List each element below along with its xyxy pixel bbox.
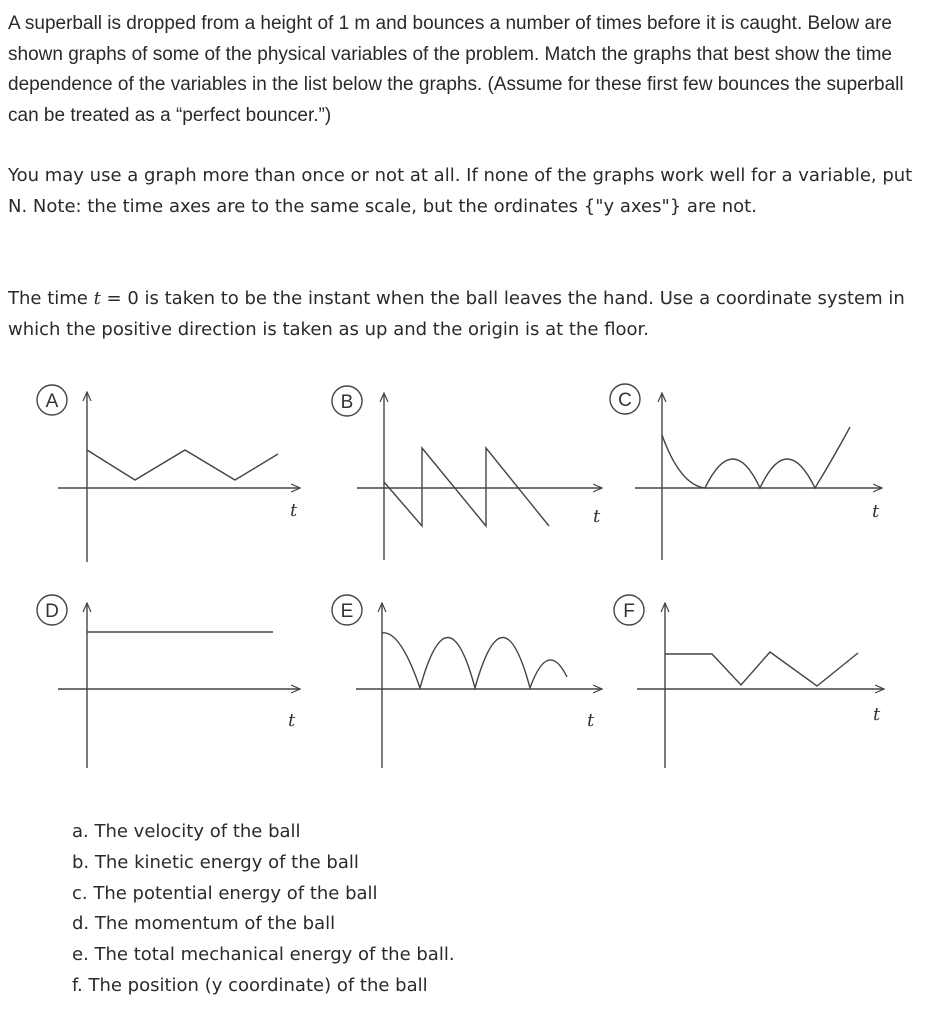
graph-b-label: B: [340, 392, 354, 413]
list-item: f. The position (y coordinate) of the ball: [72, 974, 428, 996]
graph-e-label: E: [340, 601, 354, 622]
list-item: c. The potential energy of the ball: [72, 882, 378, 904]
list-item: d. The momentum of the ball: [72, 913, 336, 935]
graph-e-t-label: t: [587, 710, 595, 731]
graph-c: [610, 384, 882, 560]
graph-c-curve: [662, 427, 850, 488]
graph-d-label: D: [45, 601, 59, 622]
coordinate-note: [8, 283, 930, 345]
list-item: b. The kinetic energy of the ball: [72, 851, 359, 873]
graph-c-t-label: t: [872, 501, 880, 522]
graph-d: [37, 595, 300, 768]
graph-f-curve: [665, 652, 858, 686]
graph-a-curve: [87, 450, 278, 480]
graph-a-label: A: [45, 391, 59, 412]
graph-a-t-label: t: [290, 500, 298, 521]
list-item: e. The total mechanical energy of the ball.: [72, 944, 455, 966]
graph-e-curve: [382, 633, 567, 688]
graph-d-t-label: t: [288, 710, 296, 731]
graph-b-t-label: t: [593, 506, 601, 527]
graphs-panel: [0, 370, 938, 780]
problem-statement: A superball is dropped from a height of 1 m and bounces a number of times before it is caught. Below are shown graphs of some of the physical variables of the problem. Match the graphs that best show the time dependence of the variables in the list below the graphs. (Assume for these first few bounces the superball can be treated as a “perfect bouncer.”): [8, 13, 904, 126]
graph-e: [332, 595, 602, 768]
instructions: You may use a graph more than once or not at all. If none of the graphs work well for a variable, put N. Note: the time axes are to the same scale, but the ordinates {"y axes"} are not.: [8, 165, 913, 217]
graph-f-t-label: t: [873, 704, 881, 725]
list-item: a. The velocity of the ball: [72, 821, 301, 842]
variable-list: [72, 817, 455, 1002]
coordinate-note-after: = 0 is taken to be the instant when the ball leaves the hand. Use a coordinate system in which the positive direction is taken as up and the origin is at the floor.: [8, 288, 905, 340]
coordinate-note-before: The time: [8, 288, 94, 309]
time-variable: t: [93, 288, 101, 309]
graph-c-label: C: [618, 390, 632, 411]
graph-f: [614, 595, 884, 768]
graph-a: [37, 385, 300, 562]
graph-b: [332, 386, 602, 560]
graph-b-curve: [384, 448, 549, 526]
graph-f-label: F: [623, 601, 635, 622]
